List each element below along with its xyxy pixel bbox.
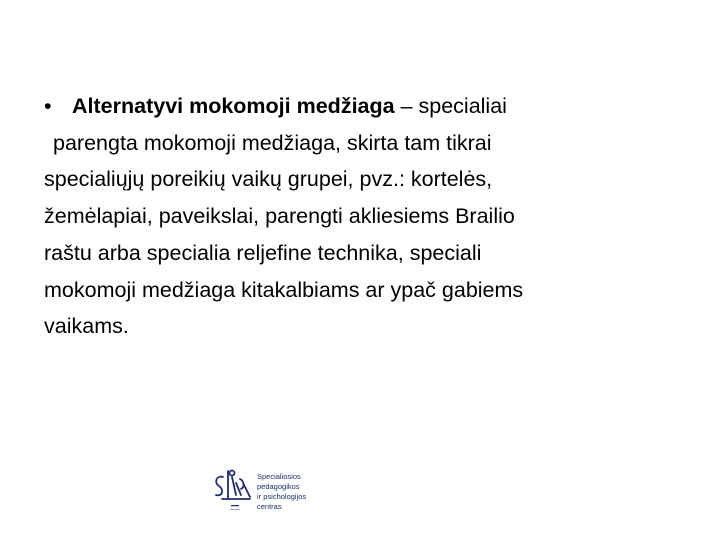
bullet-item-line [44,88,684,125]
text-line: specialiųjų poreikių vaikų grupei, pvz.: kortelės, [44,167,493,192]
text-line: raštu arba specialia reljefine technika, speciali [44,240,482,265]
bullet-marker: • [44,94,52,118]
bullet-term: Alternatyvi mokomoji medžiaga [72,94,395,118]
text-line: mokomoji medžiaga kitakalbiams ar ypač gabiems [44,277,524,302]
text-line: vaikams. [44,314,129,339]
bullet-text-start: – specialiai [394,94,507,118]
logo-wordmark [257,472,306,512]
organization-logo [210,465,320,525]
logo-text-line: Specialiosios [257,472,301,481]
logo-text-line: ir psichologijos [257,492,307,501]
text-line: žemėlapiai, paveikslai, parengti akliesiems Brailio [44,204,515,229]
logo-emblem-icon [210,465,258,521]
slide-body-text [44,88,684,345]
text-line: parengta mokomoji medžiaga, skirta tam tikrai [53,130,492,155]
logo-text-line: pedagogikos [257,482,300,491]
logo-text-line: centras [257,502,282,511]
